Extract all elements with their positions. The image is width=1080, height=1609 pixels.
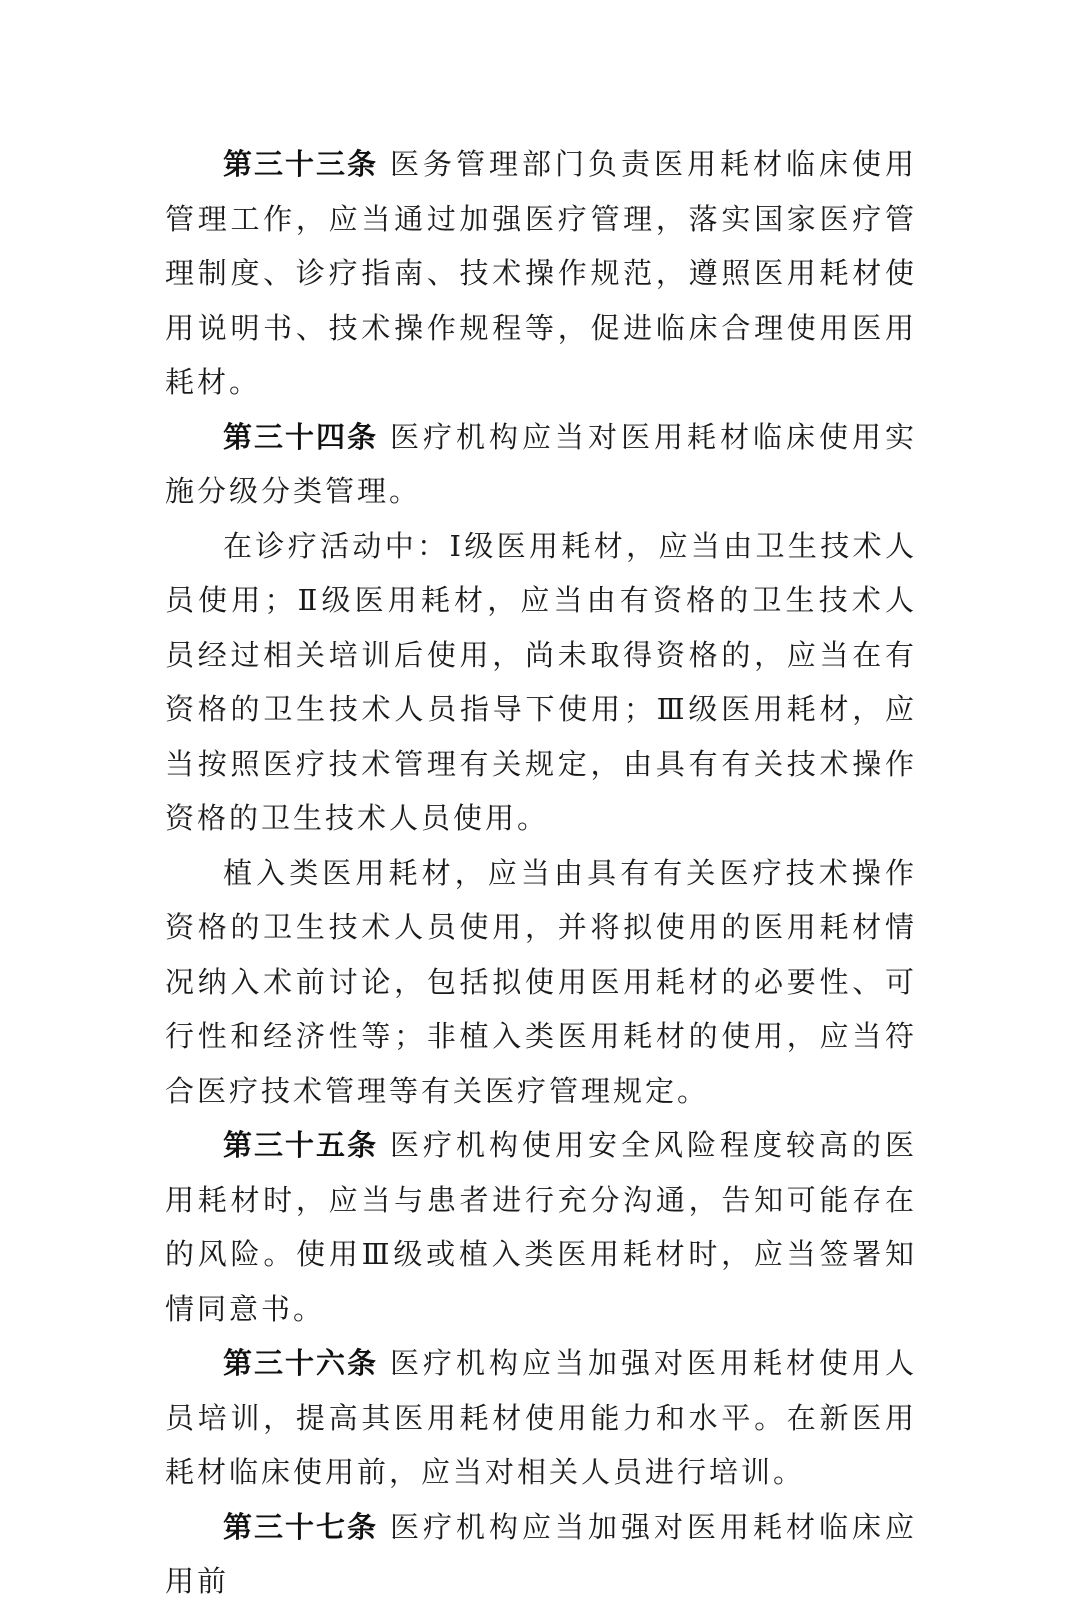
article-33 [165,137,917,410]
article-text: 医疗机构应当加强对医用耗材使用人员培训，提高其医用耗材使用能力和水平。在新医用耗材临床使用前，应当对相关人员进行培训。 [165,1346,917,1489]
article-text: 医疗机构应当对医用耗材临床使用实施分级分类管理。 [165,419,917,508]
article-heading: 第三十三条 [223,147,378,181]
article-34-clause-2 [165,846,917,1119]
clause-text: 植入类医用耗材，应当由具有有关医疗技术操作资格的卫生技术人员使用，并将拟使用的医用耗材情况纳入术前讨论，包括拟使用医用耗材的必要性、可行性和经济性等；非植入类医用耗材的使用，应当符合医疗技术管理等有关医疗管理规定。 [165,855,917,1108]
article-heading: 第三十七条 [223,1509,378,1544]
article-34-clause-1 [165,519,917,846]
article-text: 医疗机构应当加强对医用耗材临床应用前 [165,1509,917,1598]
article-37 [165,1500,917,1609]
article-36 [165,1336,917,1500]
article-text: 医疗机构使用安全风险程度较高的医用耗材时，应当与患者进行充分沟通，告知可能存在的风险。使用Ⅲ级或植入类医用耗材时，应当签署知情同意书。 [165,1128,917,1326]
article-text: 医务管理部门负责医用耗材临床使用管理工作，应当通过加强医疗管理，落实国家医疗管理制度、诊疗指南、技术操作规范，遵照医用耗材使用说明书、技术操作规程等，促进临床合理使用医用耗材。 [165,147,917,399]
article-heading: 第三十六条 [223,1346,378,1380]
clause-text: 在诊疗活动中：Ⅰ级医用耗材，应当由卫生技术人员使用；Ⅱ级医用耗材，应当由有资格的卫生技术人员经过相关培训后使用，尚未取得资格的，应当在有资格的卫生技术人员指导下使用；Ⅲ级医用耗材，应当按照医疗技术管理有关规定，由具有有关技术操作资格的卫生技术人员使用。 [165,528,917,835]
article-heading: 第三十四条 [223,419,378,454]
article-heading: 第三十五条 [223,1128,378,1162]
article-35 [165,1118,917,1336]
article-34 [165,410,917,519]
document-body [165,137,917,1609]
